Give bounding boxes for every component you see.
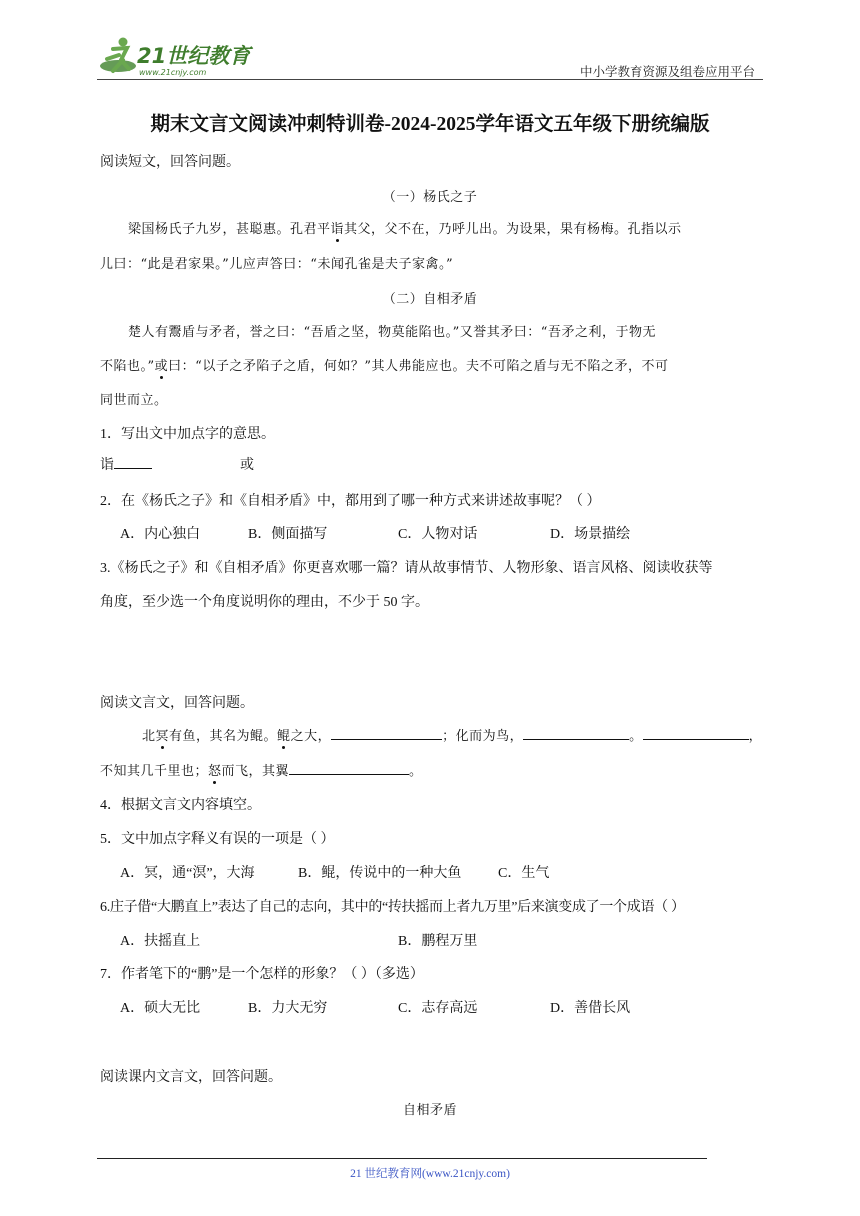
blank-3[interactable] xyxy=(643,725,749,740)
q7-option-a[interactable]: A．硕大无比 xyxy=(120,1001,201,1016)
passage2-title: （二）自相矛盾 xyxy=(382,292,478,307)
blank-2[interactable] xyxy=(523,725,629,740)
question-6: 6.庄子借“大鹏直上”表达了自己的志向，其中的“抟扶摇而上者九万里”后来演变成了一个成语（ ） xyxy=(100,900,685,915)
q2-option-d[interactable]: D．场景描绘 xyxy=(550,527,631,542)
passage2-line1: 楚人有鬻盾与矛者，誉之曰：“吾盾之坚，物莫能陷也。”又誉其矛曰：“吾矛之利，于物无 xyxy=(128,325,656,340)
q6-option-b[interactable]: B．鹏程万里 xyxy=(398,934,478,949)
section1-intro: 阅读短文，回答问题。 xyxy=(100,155,240,170)
question-5: 5．文中加点字释义有误的一项是（ ） xyxy=(100,832,335,847)
blank-1[interactable] xyxy=(331,725,442,740)
blank-4[interactable] xyxy=(289,760,409,775)
classical-line2: 不知其几千里也；怒而飞，其翼 。 xyxy=(100,760,423,779)
q2-option-a[interactable]: A．内心独白 xyxy=(120,527,201,542)
q2-option-b[interactable]: B．侧面描写 xyxy=(248,527,328,542)
q1-blank-a[interactable] xyxy=(114,454,152,469)
q2-option-c[interactable]: C．人物对话 xyxy=(398,527,478,542)
section3-title: 自相矛盾 xyxy=(402,1103,457,1118)
q5-option-c[interactable]: C．生气 xyxy=(498,866,550,881)
site-logo xyxy=(93,33,263,83)
q5-option-a[interactable]: A．冥，通“溟”，大海 xyxy=(120,866,255,881)
classical-line1: 北冥有鱼，其名为鲲。鲲之大， ；化而为鸟， 。 ， xyxy=(142,725,762,744)
passage1-line1: 梁国杨氏子九岁，甚聪惠。孔君平诣其父，父不在，乃呼儿出。为设果，果有杨梅。孔指以示 xyxy=(128,222,682,237)
platform-name: 中小学教育资源及组卷应用平台 xyxy=(579,64,755,79)
passage1-line2: 儿曰：“此是君家果。”儿应声答曰：“未闻孔雀是夫子家禽。” xyxy=(100,257,454,272)
section3-intro: 阅读课内文言文，回答问题。 xyxy=(100,1070,282,1085)
q6-option-a[interactable]: A．扶摇直上 xyxy=(120,934,201,949)
question-7: 7．作者笔下的“鹏”是一个怎样的形象？（ ）（多选） xyxy=(100,967,424,982)
section2-intro: 阅读文言文，回答问题。 xyxy=(100,696,254,711)
q1-answer-a: 诣 xyxy=(100,454,152,474)
svg-text:www.21cnjy.com: www.21cnjy.com xyxy=(139,68,207,77)
question-4: 4．根据文言文内容填空。 xyxy=(100,798,261,813)
document-title: 期末文言文阅读冲刺特训卷-2024-2025学年语文五年级下册统编版 xyxy=(150,114,710,135)
question-3-line2: 角度，至少选一个角度说明你的理由，不少于 50 字。 xyxy=(100,595,429,610)
q7-option-b[interactable]: B．力大无穷 xyxy=(248,1001,328,1016)
q5-option-b[interactable]: B．鲲，传说中的一种大鱼 xyxy=(298,866,462,881)
footer-divider xyxy=(97,1158,707,1159)
svg-text:21世纪教育: 21世纪教育 xyxy=(137,44,251,68)
passage1-title: （一）杨氏之子 xyxy=(382,190,478,205)
question-2: 2．在《杨氏之子》和《自相矛盾》中，都用到了哪一种方式来讲述故事呢？（ ） xyxy=(100,494,601,509)
question-1: 1．写出文中加点字的意思。 xyxy=(100,427,275,442)
q1-answer-b: 或 xyxy=(240,458,254,473)
passage2-line2: 不陷也。”或曰：“以子之矛陷子之盾，何如？”其人弗能应也。夫不可陷之盾与无不陷之矛，不可 xyxy=(100,359,669,374)
header-divider xyxy=(97,79,763,80)
passage2-line3: 同世而立。 xyxy=(100,393,168,408)
q7-option-c[interactable]: C．志存高远 xyxy=(398,1001,478,1016)
q7-option-d[interactable]: D．善借长风 xyxy=(550,1001,631,1016)
question-3-line1: 3.《杨氏之子》和《自相矛盾》你更喜欢哪一篇？请从故事情节、人物形象、语言风格、阅读收获等 xyxy=(100,561,713,576)
footer-link[interactable]: 21 世纪教育网(www.21cnjy.com) xyxy=(350,1168,510,1180)
